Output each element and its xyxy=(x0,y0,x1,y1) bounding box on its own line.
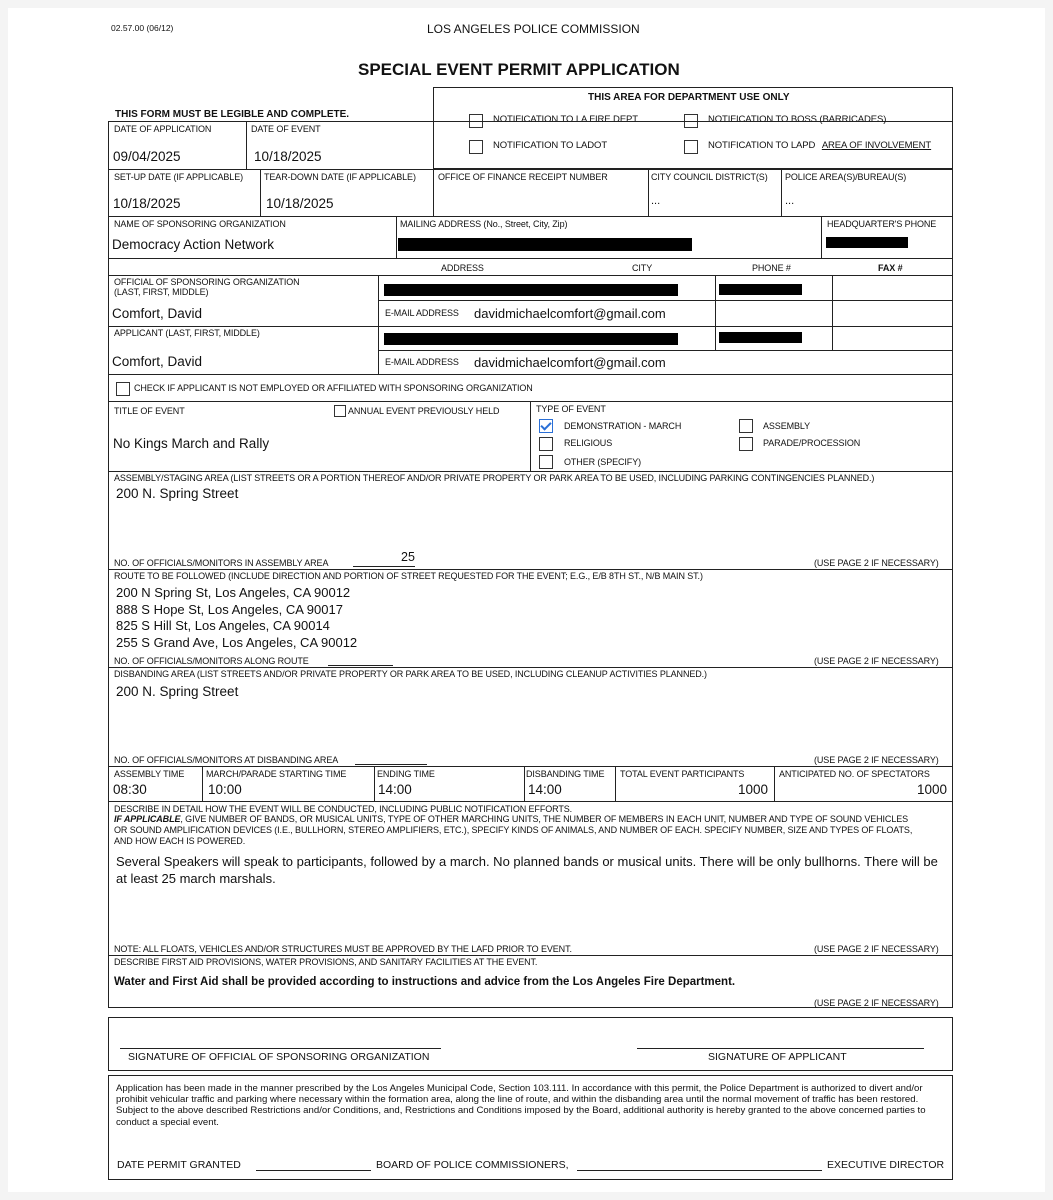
legible-notice: THIS FORM MUST BE LEGIBLE AND COMPLETE. xyxy=(115,109,350,120)
assembly-page2-note: (USE PAGE 2 IF NECESSARY) xyxy=(814,558,939,568)
board-label: BOARD OF POLICE COMMISSIONERS, xyxy=(376,1159,569,1171)
type-demonstration-checkbox[interactable] xyxy=(539,419,553,433)
assembly-time-label: ASSEMBLY TIME xyxy=(114,769,185,779)
redacted-applicant-address xyxy=(384,333,678,345)
describe-value[interactable]: Several Speakers will speak to participants, followed by a march. No planned bands or musical units. There will be only bullhorns. There will be at least 25 march marshals. xyxy=(116,854,938,886)
march-time-value[interactable]: 10:00 xyxy=(208,782,242,797)
assembly-area-value[interactable]: 200 N. Spring Street xyxy=(116,486,239,501)
type-religious-label: RELIGIOUS xyxy=(564,438,613,448)
notify-lapd-text: NOTIFICATION TO LAPD xyxy=(708,140,816,151)
first-aid-label: DESCRIBE FIRST AID PROVISIONS, WATER PROVISIONS, AND SANITARY FACILITIES AT THE EVENT. xyxy=(114,957,538,967)
participants-label: TOTAL EVENT PARTICIPANTS xyxy=(620,769,745,779)
disbanding-label: DISBANDING AREA (LIST STREETS AND/OR PRIVATE PROPERTY OR PARK AREA TO BE USED, INCLUDING CLEANUP ACTIVITIES PLANNED.) xyxy=(114,669,707,679)
describe-label: DESCRIBE IN DETAIL HOW THE EVENT WILL BE CONDUCTED, INCLUDING PUBLIC NOTIFICATION EFFORTS. xyxy=(114,804,573,814)
march-time-label: MARCH/PARADE STARTING TIME xyxy=(206,769,347,779)
official-email-label: E-MAIL ADDRESS xyxy=(385,308,459,318)
ending-time-value[interactable]: 14:00 xyxy=(378,782,412,797)
type-religious-checkbox[interactable] xyxy=(539,437,553,451)
route-line-3: 825 S Hill St, Los Angeles, CA 90014 xyxy=(116,618,330,633)
official-name-value[interactable]: Comfort, David xyxy=(112,306,203,321)
type-assembly-checkbox[interactable] xyxy=(739,419,753,433)
first-aid-value[interactable]: Water and First Aid shall be provided according to instructions and advice from the Los Angeles Fire Department. xyxy=(114,976,736,988)
applicant-email-label: E-MAIL ADDRESS xyxy=(385,357,459,367)
col-phone-header: PHONE # xyxy=(752,263,791,273)
describe-page2-note: (USE PAGE 2 IF NECESSARY) xyxy=(814,944,939,954)
disbanding-value[interactable]: 200 N. Spring Street xyxy=(116,684,239,699)
col-fax-header: FAX # xyxy=(878,263,903,273)
col-address-header: ADDRESS xyxy=(441,263,484,273)
council-district-label: CITY COUNCIL DISTRICT(S) xyxy=(651,172,768,182)
date-of-application-label: DATE OF APPLICATION xyxy=(114,124,212,134)
executive-director-label: EXECUTIVE DIRECTOR xyxy=(827,1159,945,1171)
setup-date-label: SET-UP DATE (IF APPLICABLE) xyxy=(114,172,244,182)
org-name-value[interactable]: Democracy Action Network xyxy=(112,237,275,252)
route-label: ROUTE TO BE FOLLOWED (INCLUDE DIRECTION AND PORTION OF STREET REQUESTED FOR THE EVENT; E.G., E/B 8TH ST., N/B MAIN ST.) xyxy=(114,571,703,581)
council-district-value[interactable]: ... xyxy=(651,195,661,207)
teardown-date-value[interactable]: 10/18/2025 xyxy=(266,196,334,211)
disbanding-time-label: DISBANDING TIME xyxy=(526,769,605,779)
type-parade-label: PARADE/PROCESSION xyxy=(763,438,861,448)
notify-fire-label: NOTIFICATION TO LA FIRE DEPT. xyxy=(493,114,640,125)
date-of-event-label: DATE OF EVENT xyxy=(251,124,321,134)
disbanding-monitors-label: NO. OF OFFICIALS/MONITORS AT DISBANDING AREA xyxy=(114,755,339,765)
spectators-value[interactable]: 1000 xyxy=(917,782,948,797)
permit-legal-text: Application has been made in the manner prescribed by the Los Angeles Municipal Code, Section 103.111. In accordance with this permit, the Police Department is authorized to divert and/or prohibit vehicular traffic and parking where necessary within the formation area, along the line of route, and within the disbanding area until the normal movement of traffic has been restored. Subject to the above described Restrictions and/or Conditions, and, Restrictions and Conditions imposed by the Board, additional authority is hereby granted to the above concerned parties to conduct a special event. xyxy=(116,1083,926,1128)
assembly-monitors-label: NO. OF OFFICIALS/MONITORS IN ASSEMBLY AREA xyxy=(114,558,329,568)
police-area-label: POLICE AREA(S)/BUREAU(S) xyxy=(785,172,907,182)
mailing-address-label: MAILING ADDRESS (No., Street, City, Zip) xyxy=(400,219,568,229)
type-other-label: OTHER (SPECIFY) xyxy=(564,457,642,467)
event-title-label: TITLE OF EVENT xyxy=(114,406,185,416)
event-type-label: TYPE OF EVENT xyxy=(536,404,606,414)
redacted-applicant-phone xyxy=(719,332,802,343)
notify-boss-label: NOTIFICATION TO BOSS (BARRICADES) xyxy=(708,114,887,125)
finance-receipt-label: OFFICE OF FINANCE RECEIPT NUMBER xyxy=(438,172,608,182)
annual-event-label: ANNUAL EVENT PREVIOUSLY HELD xyxy=(348,406,500,416)
type-demonstration-label: DEMONSTRATION - MARCH xyxy=(564,421,682,431)
disbanding-time-value[interactable]: 14:00 xyxy=(528,782,562,797)
describe-detail-text: , GIVE NUMBER OF BANDS, OR MUSICAL UNITS, TYPE OF OTHER MARCHING UNITS, THE NUMBER OF MEMBERS IN EACH UNIT, NUMBER AND TYPE OF SOUND VEHICLES OR SOUND AMPLIFICATION DEVICES (I.E., BULLHORN, STEREO AMPLIFIERS, ETC.), SPECIFY KINDS OF ANIMALS, AND NUMBER OF EACH. SPECIFY NUMBER, SIZE AND TYPES OF FLOATS, AND HOW EACH IS POWERED. xyxy=(114,814,913,846)
redacted-official-phone xyxy=(719,284,802,295)
assembly-area-label: ASSEMBLY/STAGING AREA (LIST STREETS OR A PORTION THEREOF AND/OR PRIVATE PROPERTY OR PARK AREA TO BE USED, INCLUDING PARKING CONTINGENCIES PLANNED.) xyxy=(114,473,875,483)
describe-detail-label xyxy=(114,814,914,847)
applicant-name-value[interactable]: Comfort, David xyxy=(112,354,203,369)
hq-phone-label: HEADQUARTER'S PHONE xyxy=(827,219,937,229)
not-employed-checkbox[interactable] xyxy=(116,382,130,396)
police-area-value[interactable]: ... xyxy=(785,195,795,207)
not-employed-label: CHECK IF APPLICANT IS NOT EMPLOYED OR AFFILIATED WITH SPONSORING ORGANIZATION xyxy=(134,383,533,393)
first-aid-page2-note: (USE PAGE 2 IF NECESSARY) xyxy=(814,998,939,1008)
date-of-event-value[interactable]: 10/18/2025 xyxy=(254,149,322,164)
applicant-signature-label: SIGNATURE OF APPLICANT xyxy=(708,1051,847,1063)
org-name-label: NAME OF SPONSORING ORGANIZATION xyxy=(114,219,286,229)
official-label-line1: OFFICIAL OF SPONSORING ORGANIZATION xyxy=(114,277,300,287)
area-of-involvement-link: AREA OF INVOLVEMENT xyxy=(821,140,932,151)
route-line-1: 200 N Spring St, Los Angeles, CA 90012 xyxy=(116,585,351,600)
agency-name: LOS ANGELES POLICE COMMISSION xyxy=(427,22,640,36)
form-number: 02.57.00 (06/12) xyxy=(111,23,174,33)
col-city-header: CITY xyxy=(632,263,653,273)
page-title: SPECIAL EVENT PERMIT APPLICATION xyxy=(358,60,680,79)
redacted-official-address xyxy=(384,284,678,296)
date-of-application-value[interactable]: 09/04/2025 xyxy=(113,149,181,164)
route-page2-note: (USE PAGE 2 IF NECESSARY) xyxy=(814,656,939,666)
route-line-4: 255 S Grand Ave, Los Angeles, CA 90012 xyxy=(116,634,358,650)
permit-form-page xyxy=(8,8,1045,1192)
type-other-checkbox[interactable] xyxy=(539,455,553,469)
teardown-date-label: TEAR-DOWN DATE (IF APPLICABLE) xyxy=(264,172,416,182)
route-line-2: 888 S Hope St, Los Angeles, CA 90017 xyxy=(116,601,343,617)
date-granted-label: DATE PERMIT GRANTED xyxy=(117,1159,241,1171)
floats-note: NOTE: ALL FLOATS, VEHICLES AND/OR STRUCTURES MUST BE APPROVED BY THE LAFD PRIOR TO EVENT. xyxy=(114,944,572,954)
disbanding-page2-note: (USE PAGE 2 IF NECESSARY) xyxy=(814,755,939,765)
event-title-value[interactable]: No Kings March and Rally xyxy=(113,436,270,451)
official-signature-label: SIGNATURE OF OFFICIAL OF SPONSORING ORGANIZATION xyxy=(128,1051,430,1063)
type-assembly-label: ASSEMBLY xyxy=(763,421,811,431)
redacted-hq-phone xyxy=(826,237,908,248)
type-parade-checkbox[interactable] xyxy=(739,437,753,451)
assembly-monitors-value[interactable]: 25 xyxy=(401,550,415,564)
notify-ladot-label: NOTIFICATION TO LADOT xyxy=(493,140,608,151)
redacted-mailing-address xyxy=(398,238,692,251)
spectators-label: ANTICIPATED NO. OF SPECTATORS xyxy=(779,769,930,779)
route-lines[interactable] xyxy=(116,585,816,650)
official-label-line2: (LAST, FIRST, MIDDLE) xyxy=(114,287,209,297)
ending-time-label: ENDING TIME xyxy=(377,769,435,779)
official-email-value[interactable]: davidmichaelcomfort@gmail.com xyxy=(474,306,666,321)
participants-value[interactable]: 1000 xyxy=(738,782,769,797)
if-applicable-text: IF APPLICABLE xyxy=(114,814,181,824)
department-use-title: THIS AREA FOR DEPARTMENT USE ONLY xyxy=(588,92,790,103)
assembly-time-value[interactable]: 08:30 xyxy=(113,782,147,797)
annual-event-checkbox[interactable] xyxy=(334,405,346,417)
setup-date-value[interactable]: 10/18/2025 xyxy=(113,196,181,211)
applicant-label: APPLICANT (LAST, FIRST, MIDDLE) xyxy=(114,328,260,338)
applicant-email-value[interactable]: davidmichaelcomfort@gmail.com xyxy=(474,355,666,370)
route-monitors-label: NO. OF OFFICIALS/MONITORS ALONG ROUTE xyxy=(114,656,309,666)
